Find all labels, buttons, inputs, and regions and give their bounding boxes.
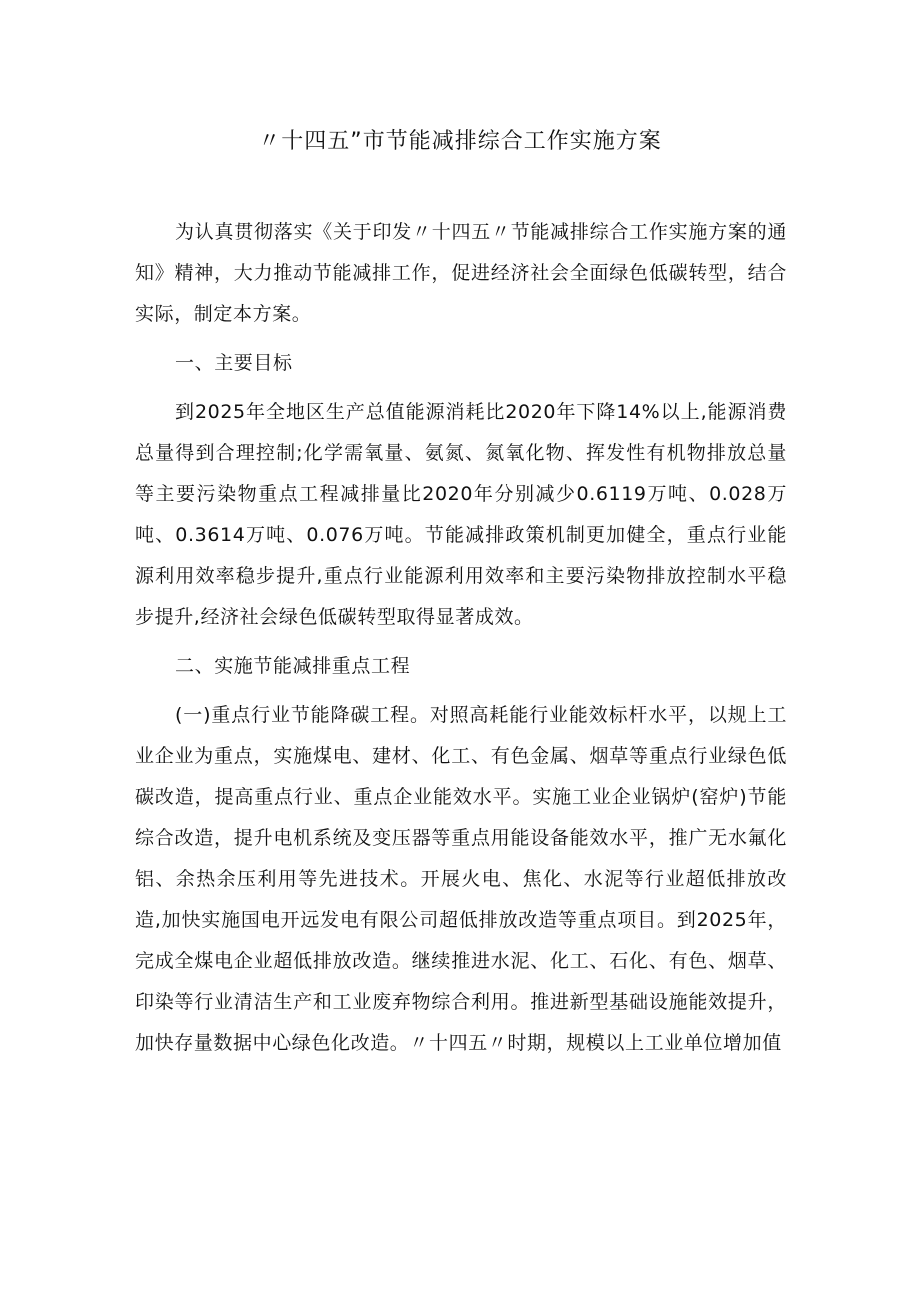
document-body bbox=[135, 212, 787, 1064]
industry-energy-saving-paragraph: (一)重点行业节能降碳工程。对照高耗能行业能效标杆水平，以规上工业企业为重点，实施煤电、建材、化工、有色金属、烟草等重点行业绿色低碳改造，提高重点行业、重点企业能效水平。实施工业企业锅炉(窑炉)节能综合改造，提升电机系统及变压器等重点用能设备能效水平，推广无水氟化铝、余热余压利用等先进技术。开展火电、焦化、水泥等行业超低排放改造,加快实施国电开远发电有限公司超低排放改造等重点项目。到2025年，完成全煤电企业超低排放改造。继续推进水泥、化工、石化、有色、烟草、印染等行业清洁生产和工业废弃物综合利用。推进新型基础设施能效提升，加快存量数据中心绿色化改造。〃十四五〃时期，规模以上工业单位增加值 bbox=[135, 704, 787, 1054]
goals-paragraph: 到2025年全地区生产总值能源消耗比2020年下降14%以上,能源消费总量得到合理控制;化学需氧量、氨氮、氮氧化物、挥发性有机物排放总量等主要污染物重点工程减排量比2020年分别减少0.6119万吨、0.028万吨、0.3614万吨、0.076万吨。节能减排政策机制更加健全，重点行业能源利用效率稳步提升,重点行业能源利用效率和主要污染物排放控制水平稳步提升,经济社会绿色低碳转型取得显著成效。 bbox=[135, 401, 787, 628]
section-heading-key-projects: 二、实施节能减排重点工程 bbox=[175, 655, 411, 677]
intro-paragraph: 为认真贯彻落实《关于印发〃十四五〃节能减排综合工作实施方案的通知》精神，大力推动节能减排工作，促进经济社会全面绿色低碳转型，结合实际，制定本方案。 bbox=[135, 221, 787, 325]
document-title: 〃十四五”市节能减排综合工作实施方案 bbox=[258, 129, 662, 154]
section-heading-main-goals: 一、主要目标 bbox=[175, 352, 293, 374]
